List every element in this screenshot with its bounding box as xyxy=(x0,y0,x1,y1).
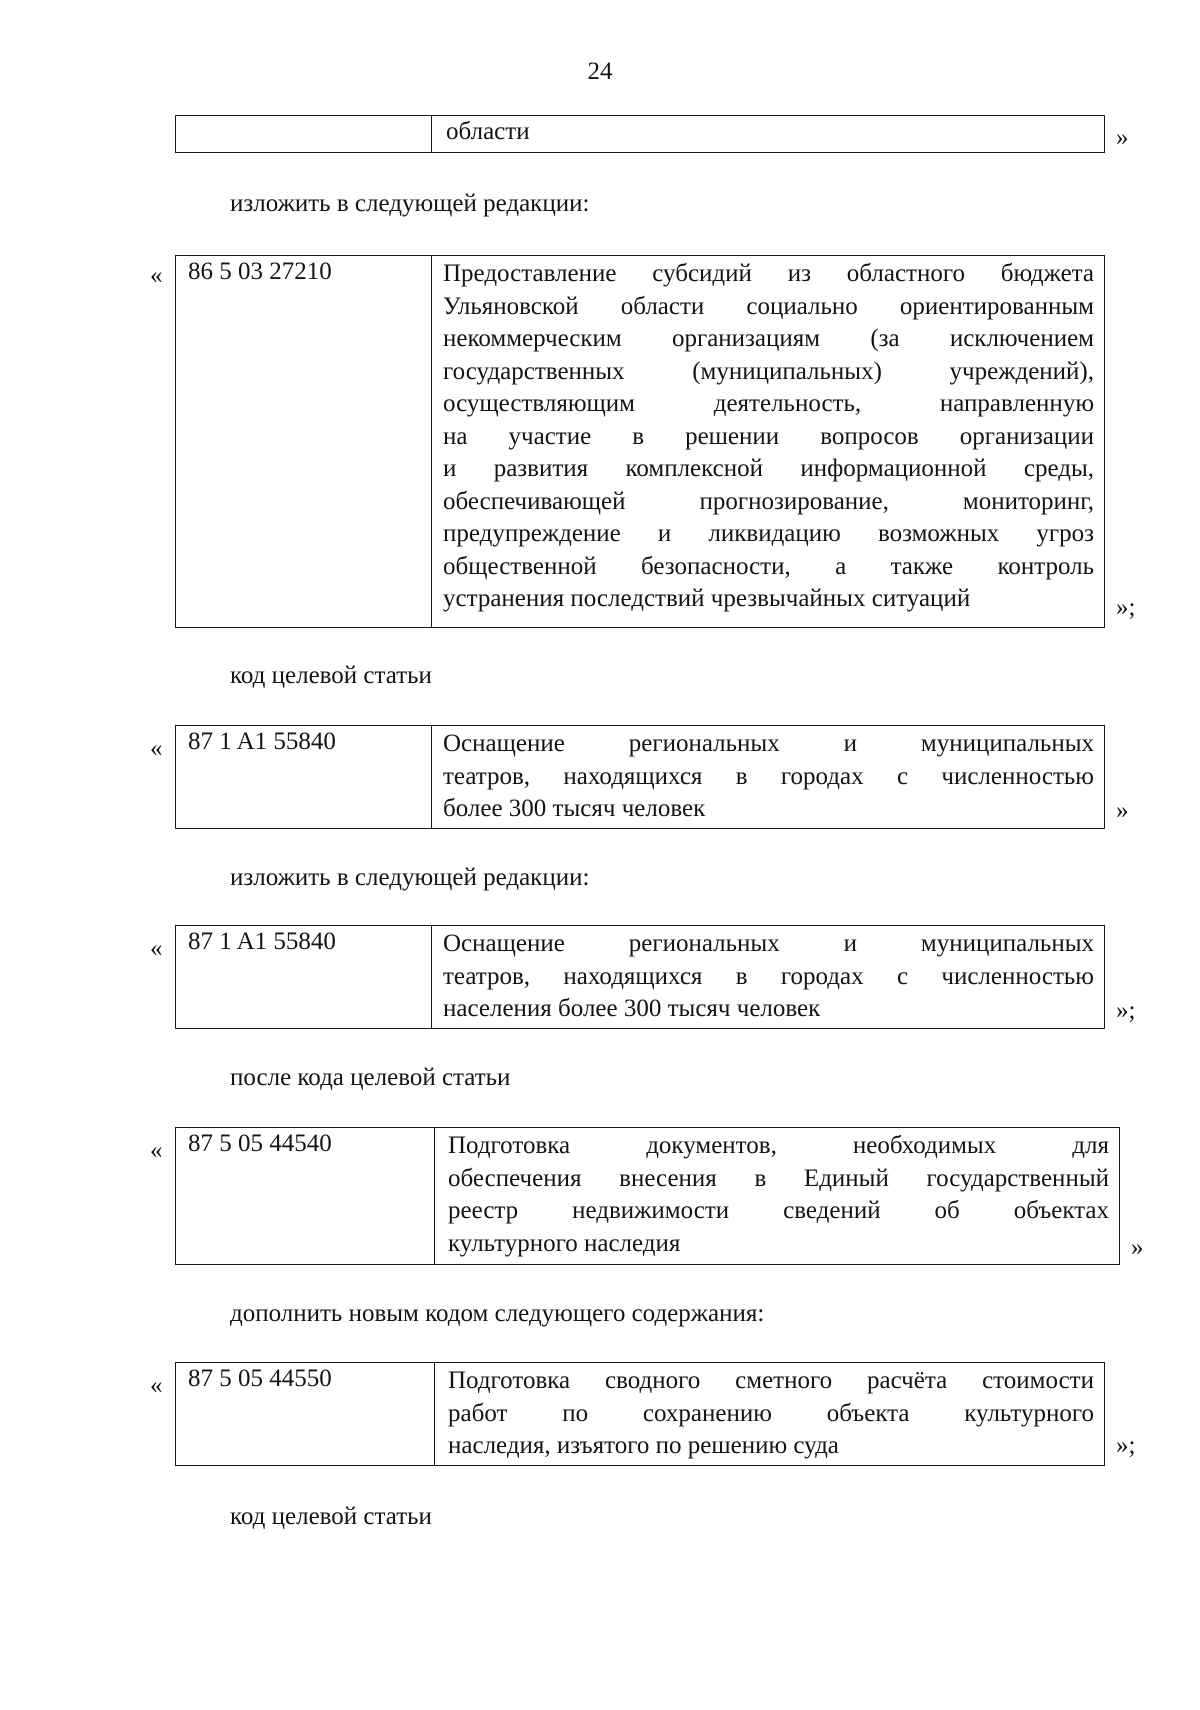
instruction-text-1: изложить в следующей редакции: xyxy=(230,190,590,217)
description-cell xyxy=(443,728,1094,826)
budget-code-table-0 xyxy=(175,115,1105,153)
description-line: общественной безопасности, а также контроль xyxy=(443,552,1094,580)
opening-quote: « xyxy=(150,262,163,289)
budget-code-table-4 xyxy=(175,1127,1120,1265)
instruction-text-5: дополнить новым кодом следующего содержания: xyxy=(230,1300,765,1327)
column-divider xyxy=(431,116,432,152)
target-article-code: 87 1 A1 55840 xyxy=(188,728,336,755)
closing-quote: »; xyxy=(1116,594,1136,621)
opening-quote: « xyxy=(150,735,163,762)
description-line: осуществляющим деятельность, направленную xyxy=(443,390,1094,417)
description-line: некоммерческим организациям (за исключением xyxy=(443,325,1094,352)
description-line: более 300 тысяч человек xyxy=(443,795,706,822)
description-line: театров, находящихся в городах с численностью xyxy=(443,762,1094,790)
instruction-text-2: код целевой статьи xyxy=(230,662,432,689)
column-divider xyxy=(431,256,432,627)
column-divider xyxy=(434,1128,435,1264)
description-cell xyxy=(448,1365,1094,1463)
opening-quote: « xyxy=(150,1137,163,1164)
description-line: Ульяновской области социально ориентированным xyxy=(443,292,1094,320)
description-line: обеспечения внесения в Единый государственный xyxy=(448,1164,1109,1192)
target-article-code: 87 5 05 44550 xyxy=(188,1365,332,1392)
description-line: населения более 300 тысяч человек xyxy=(443,995,821,1022)
budget-code-table-1 xyxy=(175,255,1105,628)
closing-quote: » xyxy=(1131,1234,1144,1261)
description-line: на участие в решении вопросов организации xyxy=(443,422,1094,450)
description-line: театров, находящихся в городах с численностью xyxy=(443,962,1094,990)
target-article-code: 87 1 A1 55840 xyxy=(188,928,336,955)
opening-quote: « xyxy=(150,1372,163,1399)
description-cell xyxy=(443,258,1094,616)
description-line: Оснащение региональных и муниципальных xyxy=(443,930,1094,957)
column-divider xyxy=(431,726,432,828)
page-number: 24 xyxy=(587,58,613,85)
column-divider xyxy=(434,1363,435,1465)
budget-code-table-5 xyxy=(175,1362,1105,1466)
description-cell xyxy=(443,928,1094,1026)
description-line: Предоставление субсидий из областного бюджета xyxy=(443,260,1094,287)
description-line: государственных (муниципальных) учреждений), xyxy=(443,357,1094,385)
description-cell xyxy=(448,1130,1109,1260)
closing-quote: » xyxy=(1116,124,1129,151)
column-divider xyxy=(431,926,432,1028)
description-cell xyxy=(446,116,1094,149)
instruction-text-4: после кода целевой статьи xyxy=(230,1064,511,1091)
description-line: работ по сохранению объекта культурного xyxy=(448,1399,1094,1427)
description-line: реестр недвижимости сведений об объектах xyxy=(448,1197,1109,1224)
description-line: области xyxy=(446,118,530,145)
target-article-code: 87 5 05 44540 xyxy=(188,1130,332,1157)
closing-quote: » xyxy=(1116,797,1129,824)
description-line: и развития комплексной информационной среды, xyxy=(443,455,1094,482)
instruction-text-3: изложить в следующей редакции: xyxy=(230,864,590,891)
description-line: Оснащение региональных и муниципальных xyxy=(443,730,1094,757)
budget-code-table-3 xyxy=(175,925,1105,1029)
description-line: Подготовка документов, необходимых для xyxy=(448,1132,1109,1159)
description-line: наследия, изъятого по решению суда xyxy=(448,1432,839,1459)
description-line: устранения последствий чрезвычайных ситуаций xyxy=(443,585,971,612)
description-line: обеспечивающей прогнозирование, мониторинг, xyxy=(443,487,1094,515)
opening-quote: « xyxy=(150,935,163,962)
budget-code-table-2 xyxy=(175,725,1105,829)
closing-quote: »; xyxy=(1116,997,1136,1024)
description-line: Подготовка сводного сметного расчёта стоимости xyxy=(448,1367,1094,1394)
instruction-text-6: код целевой статьи xyxy=(230,1503,432,1530)
closing-quote: »; xyxy=(1116,1432,1136,1459)
description-line: предупреждение и ликвидацию возможных угроз xyxy=(443,520,1094,547)
target-article-code: 86 5 03 27210 xyxy=(188,258,332,285)
description-line: культурного наследия xyxy=(448,1229,681,1257)
